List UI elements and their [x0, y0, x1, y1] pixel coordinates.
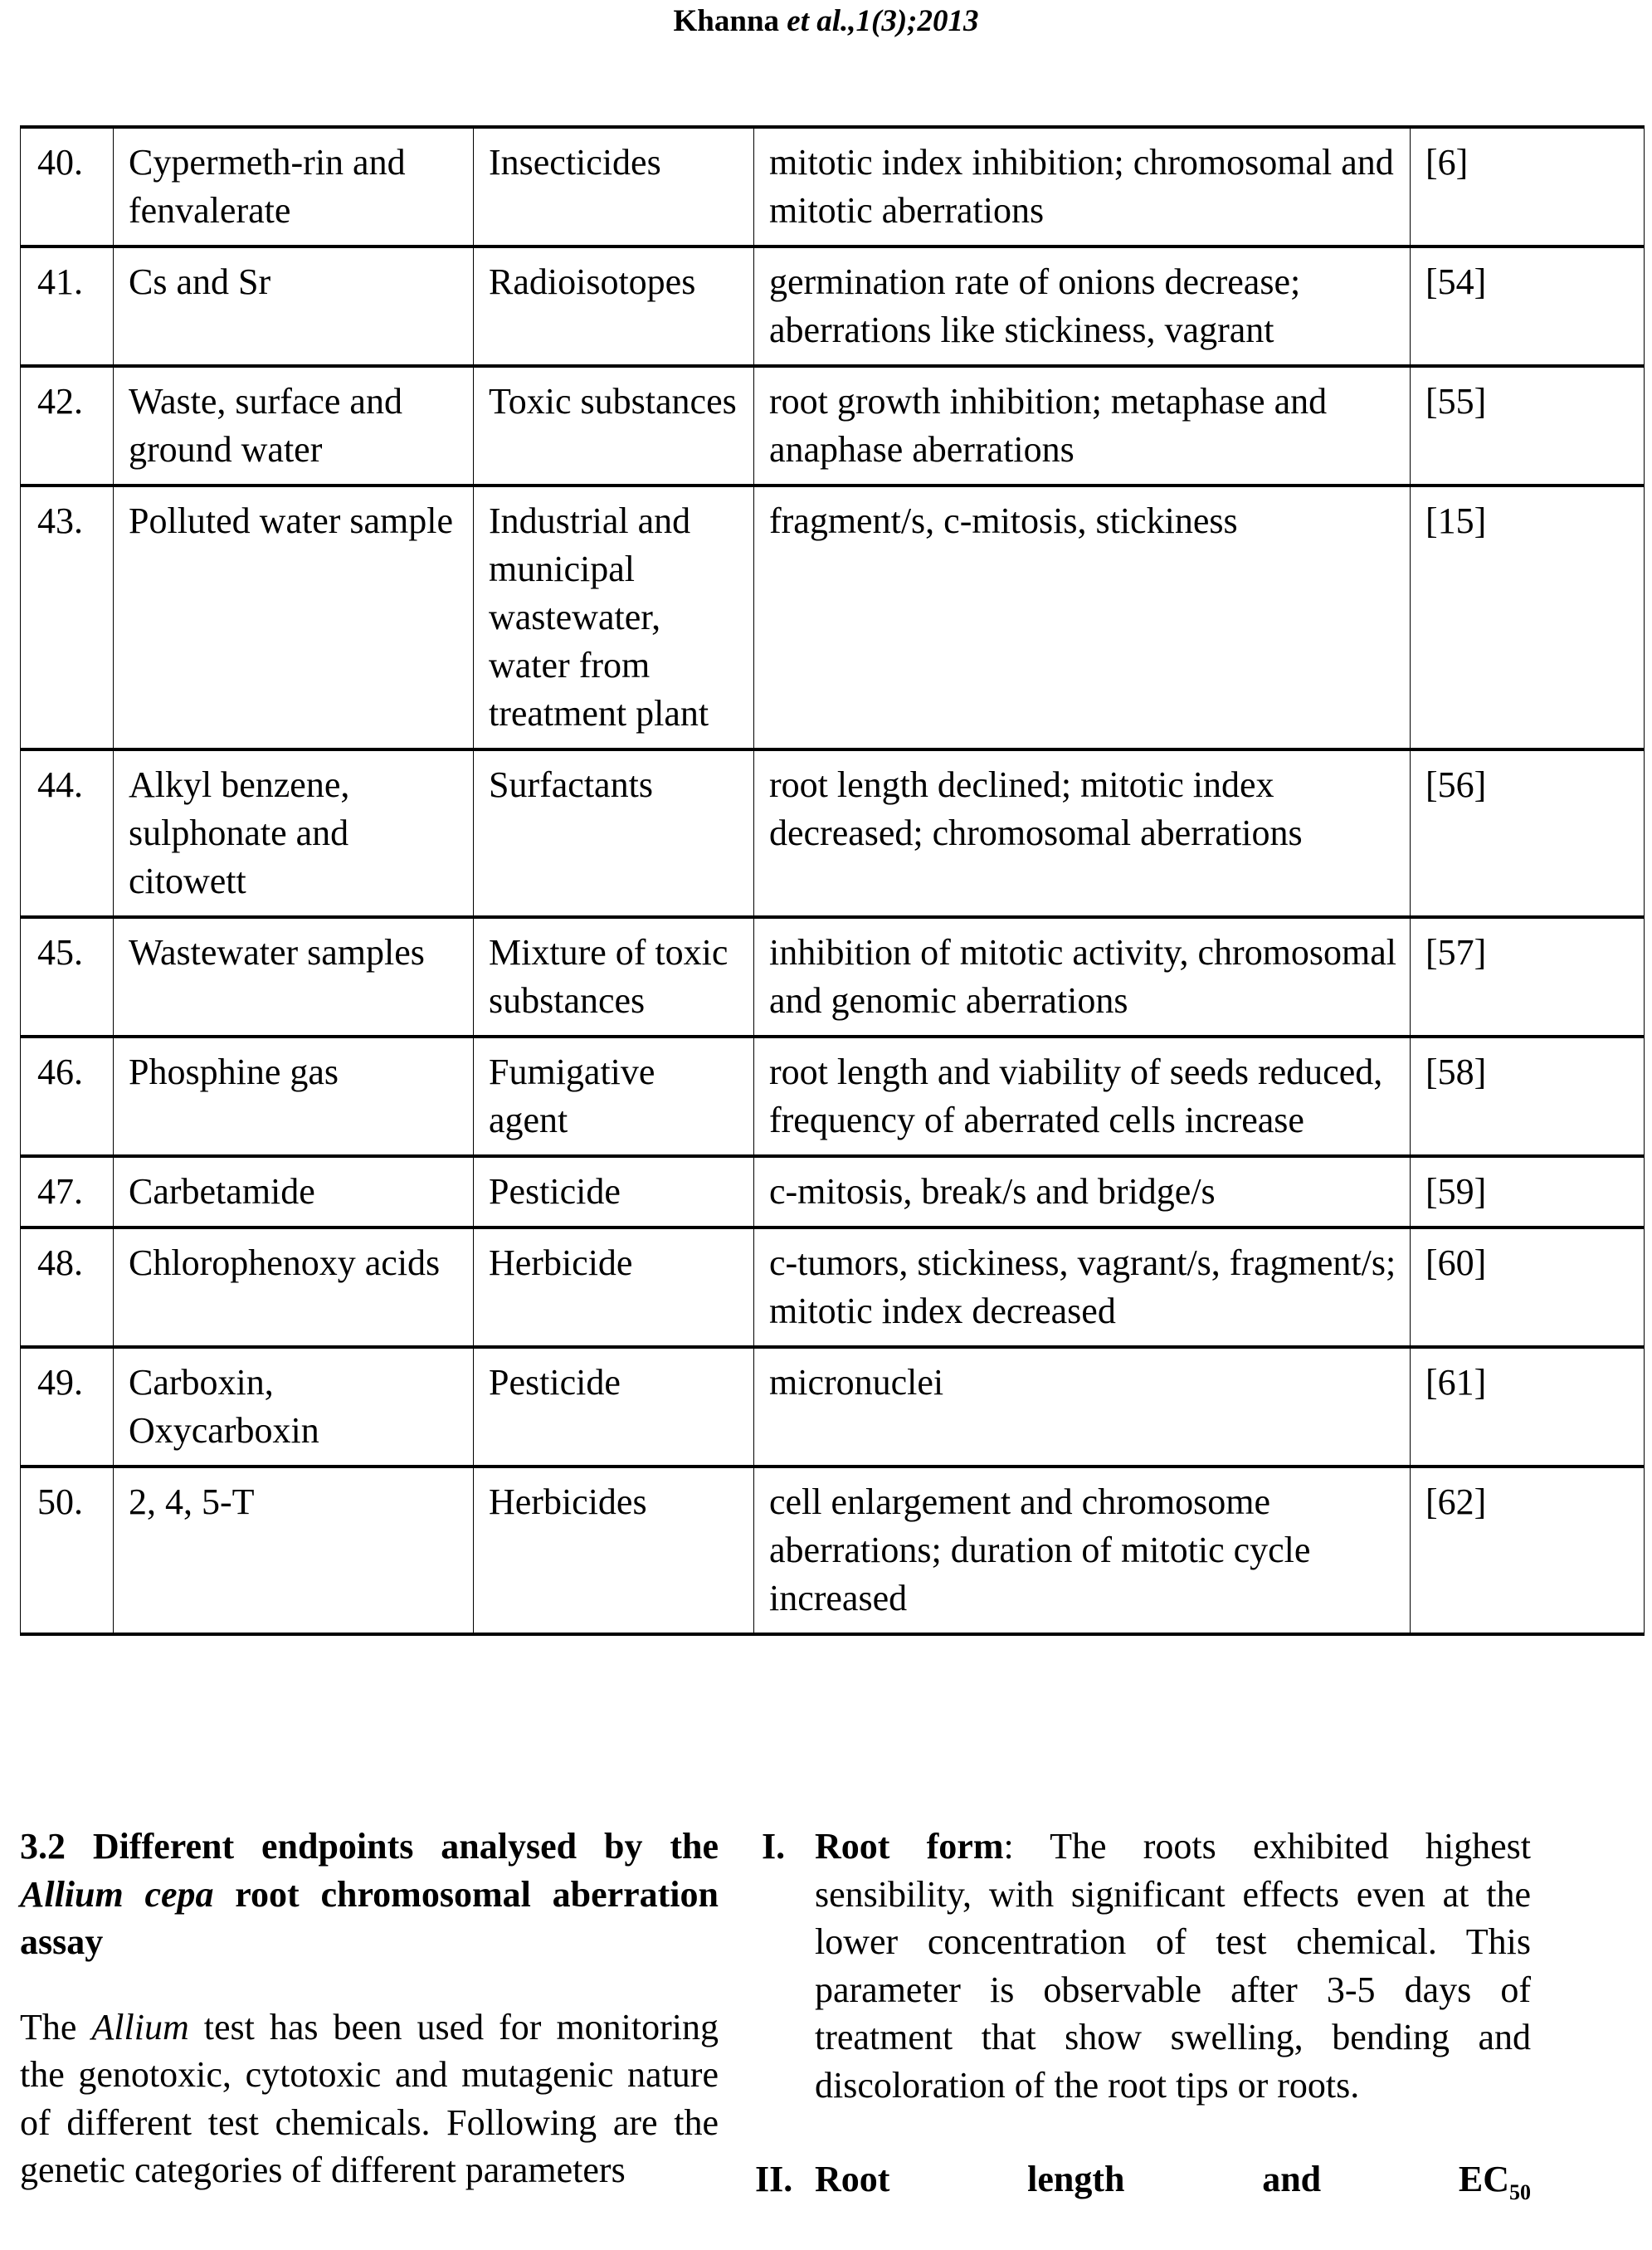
- cell-category: Herbicides: [474, 1467, 754, 1634]
- cell-effects: micronuclei: [754, 1347, 1411, 1467]
- endpoint-numeral: II.: [755, 2159, 793, 2199]
- table-row: [21, 1347, 1645, 1467]
- header-citation: 1(3);2013: [855, 4, 979, 38]
- endpoint-text: : The roots exhibited highest sensibility, with significant effects even at the lower concentration of test chemical. This parameter is observable after 3-5 days of treatment that show swelling, bending and discoloration of the root tips or roots.: [815, 1826, 1532, 2106]
- endpoint-item-root-form: [762, 1823, 1532, 2109]
- endpoint-title: Root form: [815, 1826, 1004, 1867]
- cell-category: Industrial and municipal wastewater, water from treatment plant: [474, 486, 754, 749]
- cell-effects: mitotic index inhibition; chromosomal and mitotic aberrations: [754, 127, 1411, 246]
- left-column: [20, 1823, 719, 2194]
- section-heading-text-end: root chromosomal aberration assay: [20, 1873, 719, 1962]
- cell-reference: [60]: [1411, 1227, 1645, 1347]
- cell-compound: Cypermeth-rin and fenvalerate: [114, 127, 474, 246]
- table-row: [21, 486, 1645, 749]
- cell-effects: germination rate of onions decrease; aberrations like stickiness, vagrant: [754, 246, 1411, 366]
- cell-effects: root growth inhibition; metaphase and anaphase aberrations: [754, 366, 1411, 486]
- cell-reference: [58]: [1411, 1037, 1645, 1156]
- paragraph-text: The: [20, 2006, 92, 2047]
- cell-number: 46.: [21, 1037, 114, 1156]
- cell-effects: cell enlargement and chromosome aberrations; duration of mitotic cycle increased: [754, 1467, 1411, 1634]
- paragraph-text-end: test has been used for monitoring the genotoxic, cytotoxic and mutagenic nature of different test chemicals. Following are the genetic categories of different parameters: [20, 2006, 719, 2190]
- table-row: [21, 917, 1645, 1037]
- cell-effects: c-tumors, stickiness, vagrant/s, fragment/s; mitotic index decreased: [754, 1227, 1411, 1347]
- cell-category: Pesticide: [474, 1156, 754, 1227]
- cell-category: Radioisotopes: [474, 246, 754, 366]
- cell-number: 45.: [21, 917, 114, 1037]
- table-row: [21, 366, 1645, 486]
- cell-compound: Wastewater samples: [114, 917, 474, 1037]
- endpoint-subscript: 50: [1509, 2179, 1531, 2204]
- cell-number: 47.: [21, 1156, 114, 1227]
- cell-effects: c-mitosis, break/s and bridge/s: [754, 1156, 1411, 1227]
- cell-compound: Alkyl benzene, sulphonate and citowett: [114, 749, 474, 917]
- table-row: [21, 246, 1645, 366]
- cell-number: 44.: [21, 749, 114, 917]
- cell-reference: [56]: [1411, 749, 1645, 917]
- cell-reference: [62]: [1411, 1467, 1645, 1634]
- cell-number: 49.: [21, 1347, 114, 1467]
- cell-reference: [61]: [1411, 1347, 1645, 1467]
- endpoint-item-root-length: [755, 2155, 1531, 2204]
- header-author: Khanna: [673, 4, 780, 38]
- cell-compound: Phosphine gas: [114, 1037, 474, 1156]
- cell-category: Herbicide: [474, 1227, 754, 1347]
- section-heading-text: 3.2 Different endpoints analysed by the: [20, 1826, 719, 1867]
- cell-compound: Cs and Sr: [114, 246, 474, 366]
- cell-compound: Carbetamide: [114, 1156, 474, 1227]
- cell-effects: root length and viability of seeds reduced, frequency of aberrated cells increase: [754, 1037, 1411, 1156]
- cell-compound: Waste, surface and ground water: [114, 366, 474, 486]
- cell-effects: root length declined; mitotic index decreased; chromosomal aberrations: [754, 749, 1411, 917]
- cell-compound: Polluted water sample: [114, 486, 474, 749]
- cell-number: 48.: [21, 1227, 114, 1347]
- cell-category: Mixture of toxic substances: [474, 917, 754, 1037]
- table-body: [21, 127, 1645, 1634]
- cell-effects: fragment/s, c-mitosis, stickiness: [754, 486, 1411, 749]
- cell-number: 43.: [21, 486, 114, 749]
- endpoint-title: Root length and EC: [815, 2159, 1509, 2199]
- cell-category: Insecticides: [474, 127, 754, 246]
- agents-table: [20, 125, 1645, 1636]
- table-row: [21, 1156, 1645, 1227]
- cell-reference: [54]: [1411, 246, 1645, 366]
- section-heading: [20, 1823, 719, 1966]
- cell-reference: [15]: [1411, 486, 1645, 749]
- right-column: [755, 1823, 1532, 2250]
- header-etal: et al.,: [787, 4, 856, 38]
- section-paragraph: [20, 2004, 719, 2194]
- endpoint-numeral: I.: [762, 1826, 786, 1867]
- table-row: [21, 749, 1645, 917]
- running-header: [0, 2, 1652, 41]
- cell-category: Toxic substances: [474, 366, 754, 486]
- cell-reference: [59]: [1411, 1156, 1645, 1227]
- cell-compound: 2, 4, 5-T: [114, 1467, 474, 1634]
- table-row: [21, 127, 1645, 246]
- cell-effects: inhibition of mitotic activity, chromosomal and genomic aberrations: [754, 917, 1411, 1037]
- cell-number: 40.: [21, 127, 114, 246]
- cell-category: Pesticide: [474, 1347, 754, 1467]
- table-row: [21, 1037, 1645, 1156]
- cell-number: 41.: [21, 246, 114, 366]
- table-row: [21, 1467, 1645, 1634]
- cell-number: 42.: [21, 366, 114, 486]
- cell-reference: [57]: [1411, 917, 1645, 1037]
- paragraph-genus: Allium: [91, 2006, 189, 2047]
- section-heading-species: Allium cepa: [20, 1873, 214, 1915]
- cell-compound: Chlorophenoxy acids: [114, 1227, 474, 1347]
- cell-reference: [55]: [1411, 366, 1645, 486]
- cell-number: 50.: [21, 1467, 114, 1634]
- cell-category: Fumigative agent: [474, 1037, 754, 1156]
- table-row: [21, 1227, 1645, 1347]
- cell-category: Surfactants: [474, 749, 754, 917]
- cell-reference: [6]: [1411, 127, 1645, 246]
- cell-compound: Carboxin, Oxycarboxin: [114, 1347, 474, 1467]
